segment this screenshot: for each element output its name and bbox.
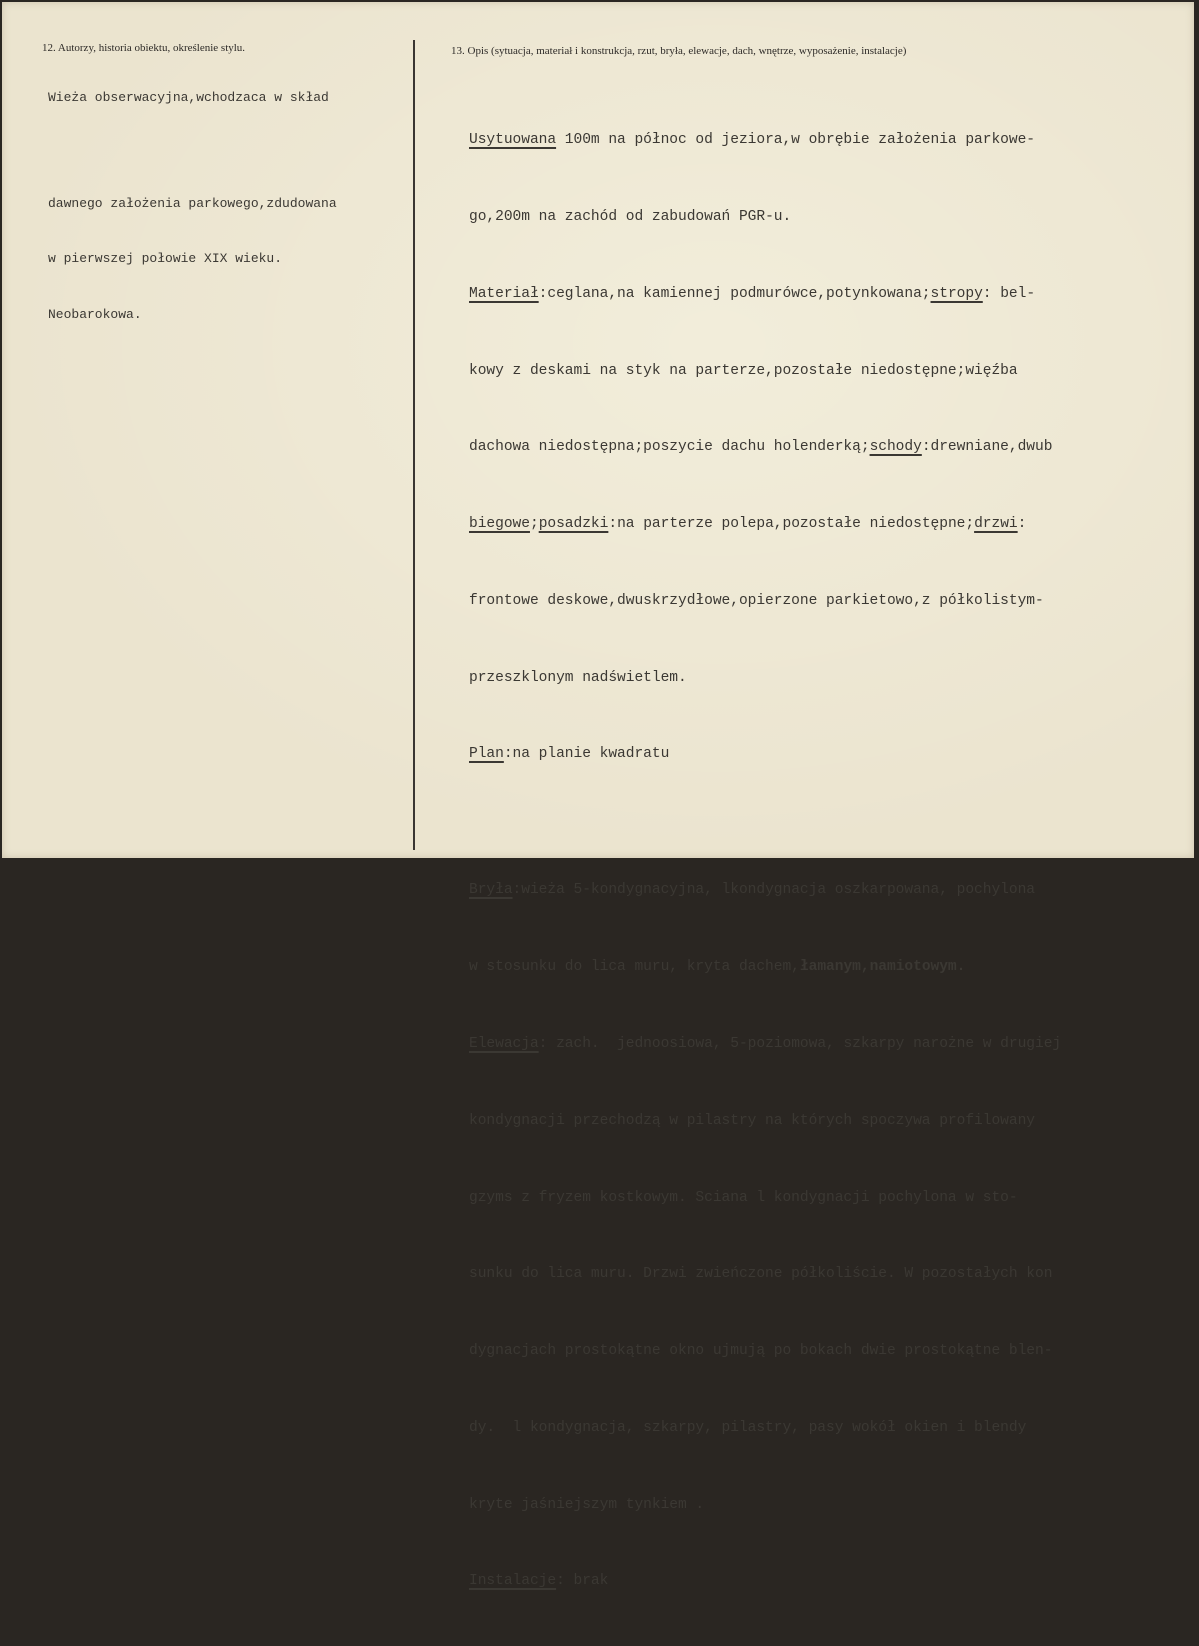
field-13-line: dy. l kondygnacja, szkarpy, pilastry, pasy wokół okien i blendy [469,1419,1027,1436]
underlined-term: Materiał [469,285,539,302]
underlined-term: Instalacje [469,1573,557,1590]
field-13-line: Materiał:ceglana,na kamiennej podmurówce,potynkowana;stropy: bel- [469,285,1036,302]
field-12-line: Wieża obserwacyjna,wchodzaca w skład [48,90,329,105]
field-13-text [469,77,1061,1646]
field-13-line: Plan:na planie kwadratu [469,746,670,763]
field-13-line: dygnacjach prostokątne okno ujmują po bokach dwie prostokątne blen- [469,1343,1053,1360]
underlined-term: drzwi [974,516,1018,533]
field-12-label: 12. Autorzy, historia obiektu, określenie stylu. [42,42,246,54]
underlined-term: Plan [469,746,504,763]
underlined-term: stropy [930,285,983,302]
field-13-line: frontowe deskowe,dwuskrzydłowe,opierzone parkietowo,z półkolistym- [469,592,1044,609]
field-13-line: Elewacja: zach. jednoosiowa, 5-poziomowa, szkarpy narożne w drugiej [469,1035,1062,1052]
field-13-line: Usytuowana 100m na północ od jeziora,w obrębie założenia parkowe- [469,132,1036,149]
underlined-term: Usytuowana [469,132,557,149]
field-13-line: kryte jaśniejszym tynkiem . [469,1496,705,1513]
column-divider [413,40,415,850]
field-13-line: sunku do lica muru. Drzwi zwieńczone półkoliście. W pozostałych kon [469,1266,1053,1283]
field-13-line: dachowa niedostępna;poszycie dachu holenderką;schody:drewniane,dwub [469,439,1053,456]
field-13-line: biegowe;posadzki:na parterze polepa,pozostałe niedostępne;drzwi: [469,516,1027,533]
field-13-line: Instalacje: brak [469,1573,609,1590]
field-13-label: 13. Opis (sytuacja, materiał i konstrukcja, rzut, bryła, elewacje, dach, wnętrze, wyposażenie, instalacje) [451,45,907,57]
field-12-line: w pierwszej połowie XIX wieku. [48,251,283,266]
field-12-line: Neobarokowa. [48,306,142,322]
field-13-line: przeszklonym nadświetlem. [469,669,687,686]
field-13-line: gzyms z fryzem kostkowym. Sciana l kondygnacji pochylona w sto- [469,1189,1018,1206]
underlined-term: schody [869,439,922,456]
field-13-line: kondygnacji przechodzą w pilastry na których spoczywa profilowany [469,1112,1035,1129]
field-13-line: Bryła:wieża 5-kondygnacyjna, lkondygnacja oszkarpowana, pochylona [469,882,1036,899]
underlined-term: Bryła [469,882,513,899]
field-12-text [48,52,337,361]
underlined-term: Elewacja [469,1035,539,1052]
field-13-line: kowy z deskami na styk na parterze,pozostałe niedostępne;więźba [469,362,1018,379]
field-13-line: w stosunku do lica muru, kryta dachem,łamanym,namiotowym. [469,959,966,976]
field-13-line: go,200m na zachód od zabudowań PGR-u. [469,208,792,225]
document-sheet [2,2,1194,1590]
underlined-term: posadzki [538,516,609,533]
field-12-line: dawnego założenia parkowego,zdudowana [48,195,337,211]
